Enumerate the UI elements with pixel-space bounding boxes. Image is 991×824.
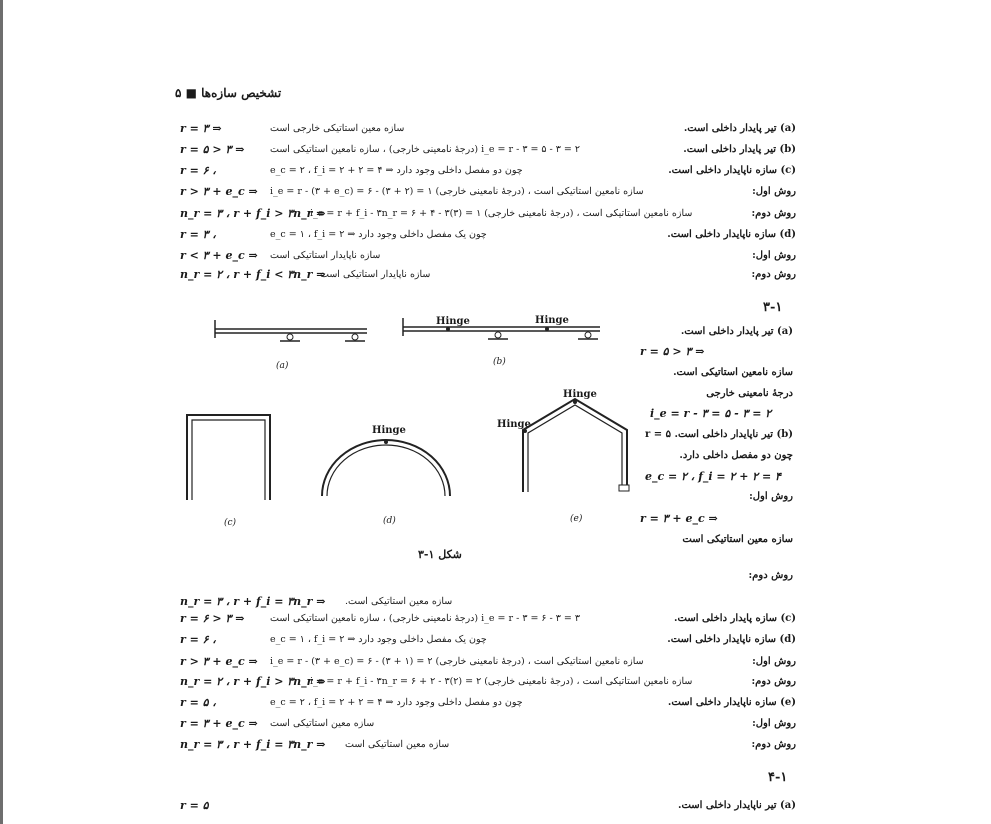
figure-title: شکل ۱-۳	[418, 548, 462, 561]
side-math: r = ۵ > ۳ ⇒	[640, 345, 705, 358]
side-line: (b) تیر ناپایدار داخلی است. r = ۵	[645, 429, 793, 440]
side-math: r = ۳ + e_c ⇒	[640, 512, 718, 525]
solution-line: r = ۶ ، چون دو مفصل داخلی وجود دارد ⇒ e_c = ۲ ، f_i = ۲ + ۲ = ۴ (c) سازه ناپایدار داخلی است.	[180, 164, 796, 177]
solution-line: n_r = ۳ ، r + f_i = ۳n_r ⇒ سازه معین استاتیکی است روش دوم:	[180, 738, 796, 751]
solution-line: r = ۵ ، چون دو مفصل داخلی وجود دارد ⇒ e_c = ۲ ، f_i = ۲ + ۲ = ۴ (e) سازه ناپایدار داخلی است.	[180, 696, 796, 709]
solution-line: n_r = ۳ ، r + f_i = ۳n_r ⇒ سازه معین استاتیکی است.	[180, 595, 453, 608]
side-line: روش اول:	[749, 491, 793, 502]
hinge-label: Hinge	[497, 419, 531, 430]
solution-line: r > ۳ + e_c ⇒ سازه نامعین استاتیکی است ، (درجهٔ نامعینی خارجی) i_e = r - (۳ + e_c) = ۶ - (۳ + ۲) = ۱ روش اول:	[180, 185, 796, 198]
solution-line: n_r = ۳ ، r + f_i > ۳n_r ⇒ سازه نامعین استاتیکی است ، (درجهٔ نامعینی خارجی) i_e = r + f_i - ۳n_r = ۶ + ۴ - ۳(۳) = ۱ روش دوم:	[180, 207, 796, 220]
frame-c-drawing	[184, 412, 276, 504]
beam-a-drawing	[212, 320, 372, 350]
hinge-label: Hinge	[436, 316, 470, 327]
side-line: سازه معین استاتیکی است	[682, 534, 793, 545]
side-math: e_c = ۲ ، f_i = ۲ + ۲ = ۴	[645, 470, 781, 483]
side-line: چون دو مفصل داخلی دارد.	[679, 450, 793, 461]
hinge-label: Hinge	[372, 425, 406, 436]
side-line: (a) تیر پایدار داخلی است.	[680, 326, 793, 337]
side-math: i_e = r - ۳ = ۵ - ۳ = ۲	[650, 407, 772, 420]
solution-line: n_r = ۲ ، r + f_i > ۳n_r ⇒ سازه نامعین استاتیکی است ، (درجهٔ نامعینی خارجی) i_e = r + f_i - ۳n_r = ۶ + ۲ - ۳(۲) = ۲ روش دوم:	[180, 675, 796, 688]
figure-caption: (a)	[276, 361, 289, 371]
arch-d-drawing	[318, 434, 456, 498]
section-heading: ۴-۱	[768, 770, 788, 785]
side-line: سازه نامعین استاتیکی است.	[673, 367, 793, 378]
solution-line: r = ۵ > ۳ ⇒ i_e = r - ۳ = ۵ - ۳ = ۲ (درجهٔ نامعینی خارجی) ، سازه نامعین استاتیکی است (b) تیر پایدار داخلی است.	[180, 143, 796, 156]
solution-line: r = ۵ (a) تیر ناپایدار داخلی است.	[180, 799, 796, 812]
page-header: تشخیص سازه‌ها ■ ۵	[175, 86, 282, 100]
side-line: درجهٔ نامعینی خارجی	[706, 388, 793, 399]
section-heading: ۳-۱	[763, 300, 783, 315]
hinge-label: Hinge	[563, 389, 597, 400]
scan-edge	[0, 0, 3, 824]
solution-line: n_r = ۲ ، r + f_i < ۳n_r ⇒ سازه ناپایدار استاتیکی است روش دوم:	[180, 268, 796, 281]
solution-line: r = ۶ > ۳ ⇒ i_e = r - ۳ = ۶ - ۳ = ۳ (درجهٔ نامعینی خارجی) ، سازه نامعین استاتیکی است (c) سازه پایدار داخلی است.	[180, 612, 796, 625]
side-line: روش دوم:	[748, 570, 793, 581]
solution-line: r = ۳ ⇒ سازه معین استاتیکی خارجی است (a) تیر پایدار داخلی است.	[180, 122, 796, 135]
figure-caption: (e)	[570, 514, 583, 524]
figure-caption: (c)	[224, 518, 237, 528]
solution-line: r > ۳ + e_c ⇒ سازه نامعین استاتیکی است ، (درجهٔ نامعینی خارجی) i_e = r - (۳ + e_c) = ۶ - (۳ + ۱) = ۲ روش اول:	[180, 655, 796, 668]
solution-line: r = ۳ + e_c ⇒ سازه معین استاتیکی است روش اول:	[180, 717, 796, 730]
figure-caption: (d)	[383, 516, 396, 526]
solution-line: r < ۳ + e_c ⇒ سازه ناپایدار استاتیکی است روش اول:	[180, 249, 796, 262]
solution-line: r = ۶ ، چون یک مفصل داخلی وجود دارد ⇒ e_c = ۱ ، f_i = ۲ (d) سازه ناپایدار داخلی است.	[180, 633, 796, 646]
beam-b-drawing	[400, 318, 605, 348]
figure-caption: (b)	[493, 357, 506, 367]
gable-e-drawing	[519, 395, 631, 495]
hinge-label: Hinge	[535, 315, 569, 326]
solution-line: r = ۳ ، چون یک مفصل داخلی وجود دارد ⇒ e_c = ۱ ، f_i = ۲ (d) سازه ناپایدار داخلی است.	[180, 228, 796, 241]
